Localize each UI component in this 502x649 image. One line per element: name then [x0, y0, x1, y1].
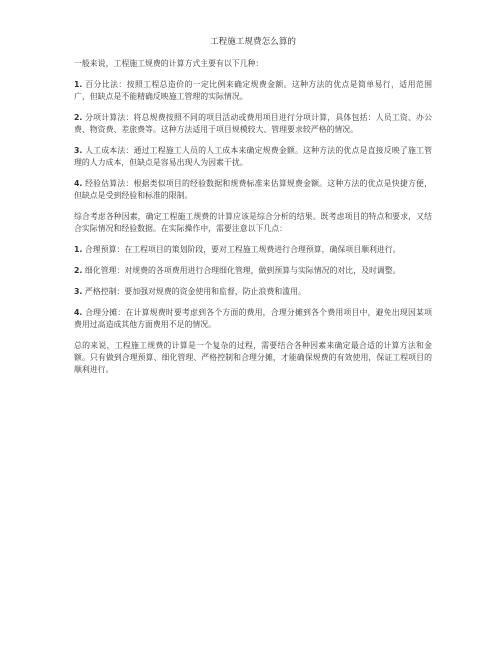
method-item-1 [74, 79, 432, 104]
intro-paragraph: 一般来说，工程施工规费的计算方式主要有以下几种： [74, 59, 264, 68]
point-item-1 [74, 244, 432, 256]
point-item-4 [74, 307, 432, 332]
point-number: 2. [74, 266, 83, 276]
conclusion-paragraph: 总的来说，工程施工规费的计算是一个复杂的过程，需要结合各种因素来确定最合适的计算方法和金额。只有做到合理预算、细化管理、严格控制和合理分摊，才能确保规费的有效使用，保证工程项目的顺利进行。 [74, 340, 432, 375]
point-text: 合理分摊：在计算规费时要考虑到各个方面的费用，合理分摊到各个费用项目中，避免出现因某项费用过高造成其他方面费用不足的情况。 [74, 307, 432, 329]
point-text: 细化管理：对规费的各项费用进行合理细化管理，做到预算与实际情况的对比，及时调整。 [84, 266, 401, 276]
document-title: 工程施工规费怎么算的 [210, 37, 296, 47]
method-item-3 [74, 145, 432, 170]
middle-paragraph: 综合考虑各种因素，确定工程施工规费的计算应该是综合分析的结果。既考虑项目的特点和要求，又结合实际情况和经验数据。在实际操作中，需要注意以下几点： [74, 212, 432, 234]
method-number: 3. [74, 145, 83, 155]
point-text: 严格控制：要加强对规费的资金使用和监督，防止浪费和滥用。 [84, 286, 306, 296]
point-item-3 [74, 286, 432, 298]
method-text: 百分比法：按照工程总造价的一定比例来确定规费金额。这种方法的优点是简单易行，适用范围广，但缺点是不能精确反映施工管理的实际情况。 [74, 79, 432, 102]
point-text: 合理预算：在工程项目的策划阶段，要对工程施工规费进行合理预算，确保项目顺利进行。 [84, 245, 401, 255]
method-text: 经验估算法：根据类似项目的经验数据和规费标准来估算规费金额。这种方法的优点是快捷方便，但缺点是受到经验和标准的限制。 [74, 179, 432, 201]
method-text: 人工成本法：通过工程施工人员的人工成本来确定规费金额。这种方法的优点是直接反映了施工管理的人力成本，但缺点是容易出现人为因素干扰。 [74, 145, 432, 168]
point-number: 4. [74, 307, 83, 317]
point-number: 1. [74, 245, 83, 255]
method-item-2 [74, 112, 432, 137]
point-item-2 [74, 265, 432, 277]
method-number: 4. [74, 179, 83, 189]
method-text: 分项计算法：将总规费按照不同的项目活动或费用项目进行分项计算，具体包括：人员工资、办公费、物资费、差旅费等。这种方法适用于项目规模较大、管理要求较严格的情况。 [74, 112, 432, 135]
method-number: 2. [74, 112, 83, 122]
method-number: 1. [74, 79, 83, 89]
document-page [74, 36, 432, 385]
method-item-4 [74, 178, 432, 203]
point-number: 3. [74, 286, 83, 296]
